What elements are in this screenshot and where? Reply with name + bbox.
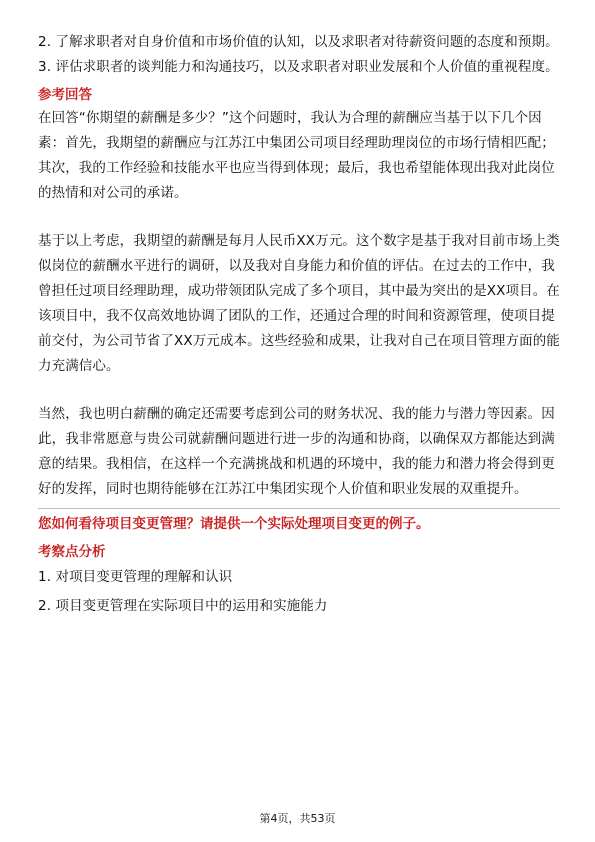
page-content xyxy=(38,30,560,619)
answer-heading: 参考回答 xyxy=(38,87,92,103)
analysis-point: 1. 对项目变更管理的理解和认识 xyxy=(38,569,233,585)
answer-paragraph: 在回答“你期望的薪酬是多少？”这个问题时，我认为合理的薪酬应当基于以下几个因素：首先，我期望的薪酬应与江苏江中集团公司项目经理助理岗位的市场行情相匹配；其次，我的工作经验和技能水平也应当得到体现；最后，我也希望能体现出我对此岗位的热情和对公司的承诺。 xyxy=(38,110,555,201)
paragraph-gap xyxy=(38,206,560,229)
paragraph-gap xyxy=(38,379,560,402)
analysis-heading: 考察点分析 xyxy=(38,544,106,560)
answer-paragraph: 当然，我也明白薪酬的确定还需要考虑到公司的财务状况、我的能力与潜力等因素。因此，我非常愿意与贵公司就薪酬问题进行进一步的沟通和协商，以确保双方都能达到满意的结果。我相信，在这样一个充满挑战和机遇的环境中，我的能力和潜力将会得到更好的发挥，同时也期待能够在江苏江中集团实现个人价值和职业发展的双重提升。 xyxy=(38,406,555,497)
page-footer: 第4页，共53页 xyxy=(259,812,336,825)
section-divider xyxy=(38,508,560,509)
lead-point: 3. 评估求职者的谈判能力和沟通技巧，以及求职者对职业发展和个人价值的重视程度。 xyxy=(38,59,559,75)
question-title: 您如何看待项目变更管理？请提供一个实际处理项目变更的例子。 xyxy=(38,516,430,532)
answer-paragraph: 基于以上考虑，我期望的薪酬是每月人民币XX万元。这个数字是基于我对目前市场上类似岗位的薪酬水平进行的调研，以及我对自身能力和价值的评估。在过去的工作中，我曾担任过项目经理助理，成功带领团队完成了多个项目，其中最为突出的是XX项目。在该项目中，我不仅高效地协调了团队的工作，还通过合理的时间和资源管理，使项目提前交付，为公司节省了XX万元成本。这些经验和成果，让我对自己在项目管理方面的能力充满信心。 xyxy=(38,233,560,374)
lead-point: 2. 了解求职者对自身价值和市场价值的认知，以及求职者对待薪资问题的态度和预期。 xyxy=(38,34,559,50)
analysis-point: 2. 项目变更管理在实际项目中的运用和实施能力 xyxy=(38,598,328,614)
